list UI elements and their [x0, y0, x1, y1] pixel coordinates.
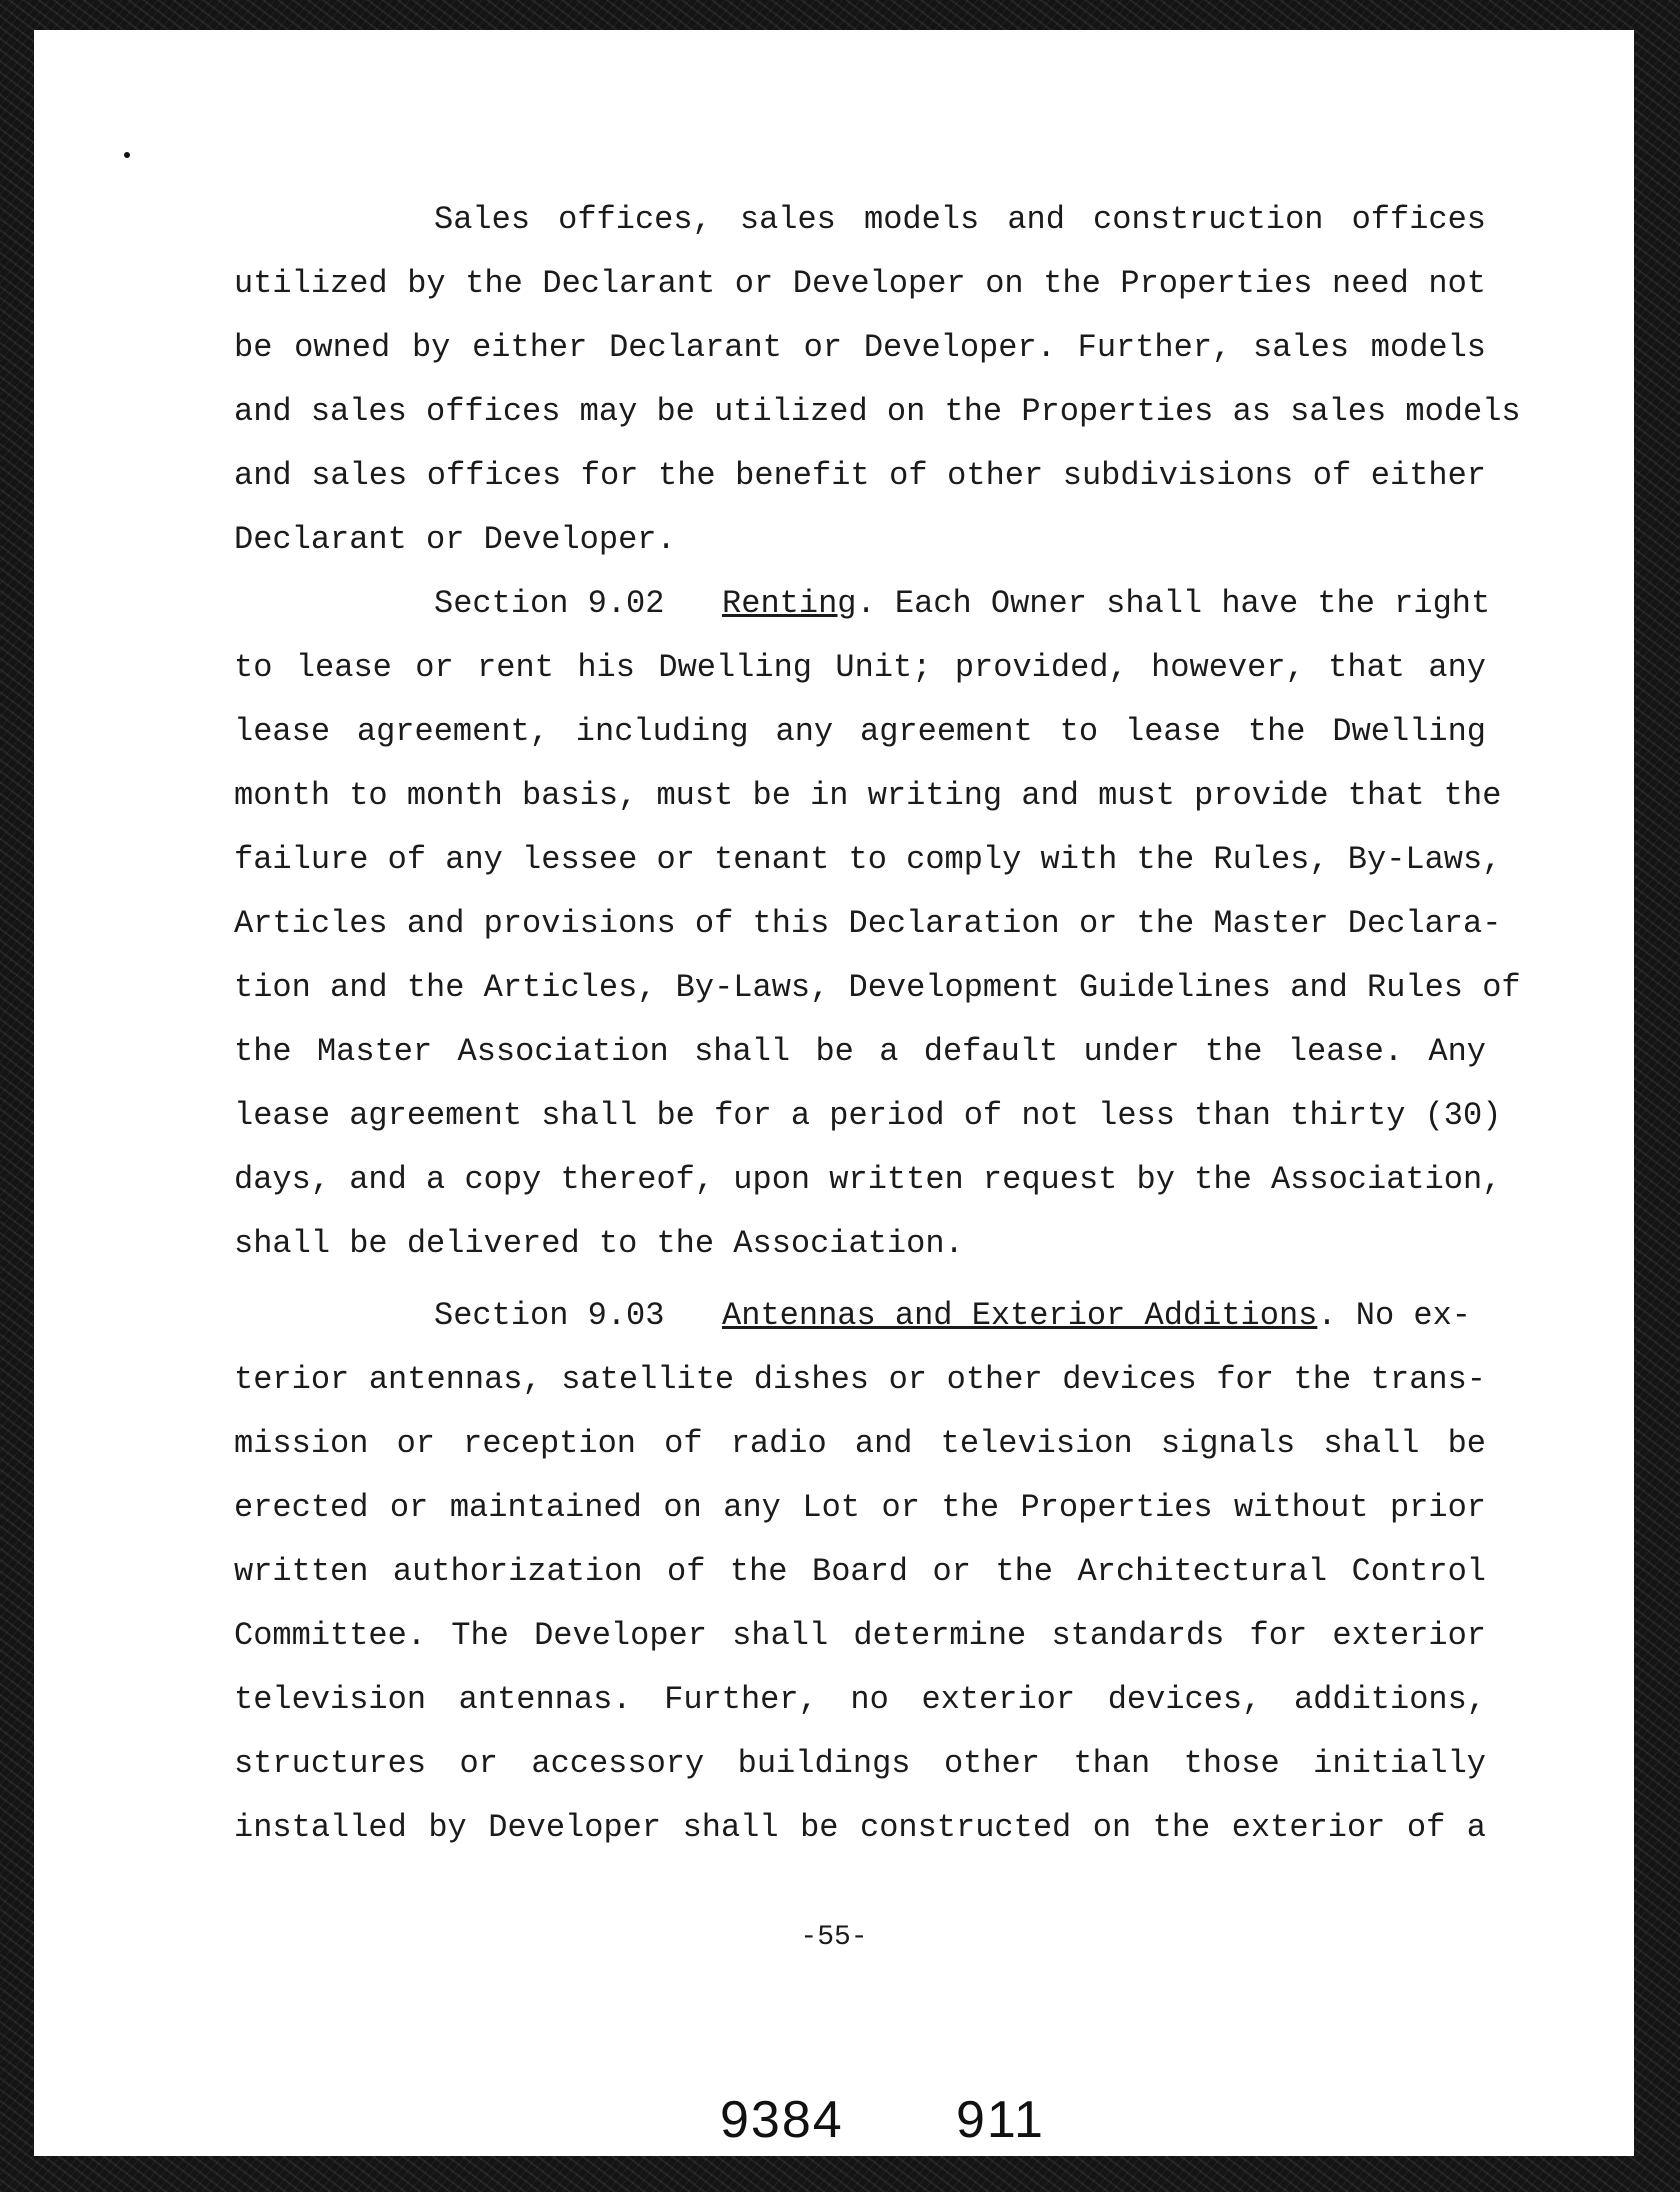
text-line: Declarant or Developer. [234, 521, 676, 558]
text-line: Sales offices, sales models and construction offices [434, 201, 1486, 238]
section-heading-line [434, 584, 1491, 624]
text-line: lease agreement, including any agreement to lease the Dwelling [234, 713, 1486, 750]
text-line: be owned by either Declarant or Developer. Further, sales models [234, 329, 1486, 366]
page-number: -55- [800, 1922, 868, 1953]
text-line: structures or accessory buildings other than those initially [234, 1745, 1486, 1782]
section-heading-line [434, 1296, 1486, 1336]
text-line: mission or reception of radio and television signals shall be [234, 1425, 1486, 1462]
text-line: failure of any lessee or tenant to comply with the Rules, By-Laws, [234, 841, 1502, 878]
text-line: television antennas. Further, no exterior devices, additions, [234, 1681, 1486, 1718]
text-line: month to month basis, must be in writing and must provide that the [234, 777, 1502, 814]
text-line: erected or maintained on any Lot or the Properties without prior [234, 1489, 1486, 1526]
book-page-stamp: 911 [956, 2091, 1045, 2149]
book-number-stamp: 9384 [720, 2091, 844, 2149]
document-page [34, 30, 1634, 2156]
text-line: written authorization of the Board or the Architectural Control [234, 1553, 1486, 1590]
text-line: days, and a copy thereof, upon written request by the Association, [234, 1161, 1502, 1198]
text-line: utilized by the Declarant or Developer on the Properties need not [234, 265, 1486, 302]
text-line: and sales offices may be utilized on the Properties as sales models [234, 393, 1521, 430]
text-line: the Master Association shall be a default under the lease. Any [234, 1033, 1486, 1070]
text-line: tion and the Articles, By-Laws, Development Guidelines and Rules of [234, 969, 1521, 1006]
text-line: Committee. The Developer shall determine standards for exterior [234, 1617, 1486, 1654]
text-line: and sales offices for the benefit of other subdivisions of either [234, 457, 1486, 494]
text-line: to lease or rent his Dwelling Unit; provided, however, that any [234, 649, 1486, 686]
text-line: Articles and provisions of this Declaration or the Master Declara- [234, 905, 1502, 942]
section-first-line-text: . Each Owner shall have the right [856, 585, 1491, 622]
text-line: terior antennas, satellite dishes or other devices for the trans- [234, 1361, 1486, 1398]
text-line: installed by Developer shall be constructed on the exterior of a [234, 1809, 1486, 1846]
section-title: Antennas and Exterior Additions [722, 1297, 1318, 1334]
text-line: shall be delivered to the Association. [234, 1225, 964, 1262]
section-number: Section 9.03 [434, 1297, 665, 1334]
section-first-line-text: . No ex- [1317, 1297, 1471, 1334]
section-title: Renting [722, 585, 857, 622]
text-line: lease agreement shall be for a period of not less than thirty (30) [234, 1097, 1502, 1134]
section-number: Section 9.02 [434, 585, 665, 622]
scan-speck [124, 152, 130, 158]
